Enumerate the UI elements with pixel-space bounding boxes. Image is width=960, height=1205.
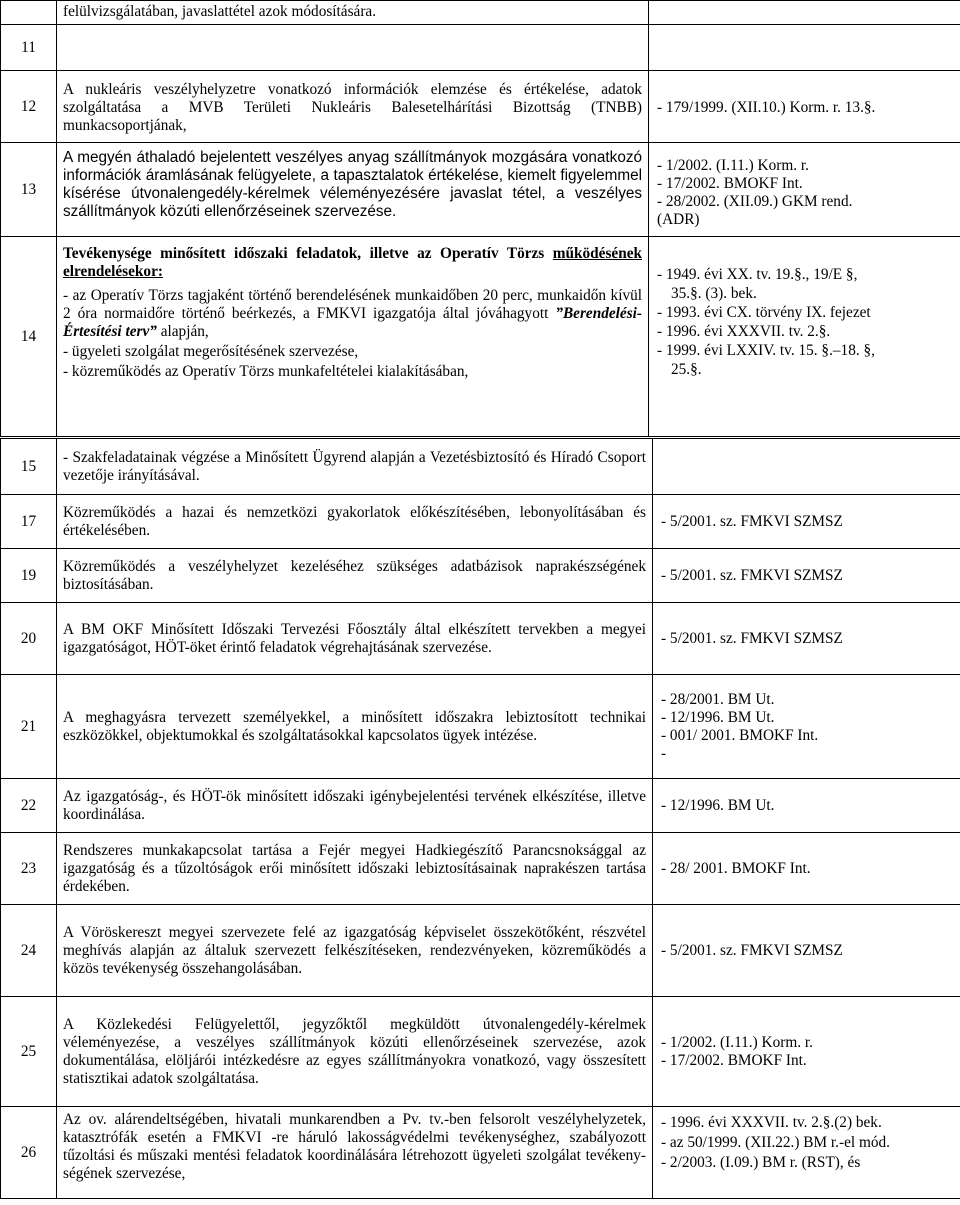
row-number-cell — [1, 439, 57, 495]
reference-line: - 1996. évi XXXVII. tv. 2.§.(2) bek. — [661, 1114, 882, 1131]
row-text: A megyén áthaladó bejelentett veszélyes anyag szállítmányok mozgására vonatkozó információk áramlásának felügyelete, a tapasztalatok értékelése, kiemelt figyelemmel kísérése útvonalengedély-kérelmek véleményezésére javaslat tétel, a veszélyes szállítmányok közúti ellenőrzéseinek szervezése. — [63, 149, 642, 220]
table-row — [1, 833, 960, 905]
reference-line: - 2/2003. (I.09.) BM r. (RST), és — [661, 1154, 861, 1171]
row-text-cell — [57, 237, 649, 437]
reference-line: - 1/2002. (I.11.) Korm. r. — [657, 157, 809, 174]
reference-line: - 1993. évi CX. törvény IX. fejezet — [657, 304, 871, 321]
table-row — [1, 905, 960, 997]
row-text-cell — [57, 779, 653, 833]
row-number: 19 — [20, 566, 37, 584]
table-row — [1, 25, 960, 71]
reference-line: - 17/2002. BMOKF Int. — [657, 175, 803, 192]
row-ref-cell — [649, 143, 960, 237]
row-number: 15 — [20, 457, 37, 475]
row-text-cell — [57, 1, 649, 25]
table-row — [1, 71, 960, 143]
row-number: 17 — [20, 512, 37, 530]
row-text: A Vöröskereszt megyei szervezete felé az igazgatóság képviselet összekötőként, részvétel meghívás alapján az általuk szervezett felkészítéseken, rendezvényeken, közreműködés a közös tevékenység összehangolásában. — [63, 923, 646, 977]
table-row — [1, 779, 960, 833]
row-ref-cell — [649, 71, 960, 143]
list-item-text: - az Operatív Törzs tagjaként történő berendelésének munkaidőben 20 perc, munkaidőn kívül 2 óra normaidőre történő beérkezés, a FMKVI igazgatója által jóváhagyott — [63, 287, 642, 322]
row-number: 14 — [20, 327, 37, 345]
row-number-cell — [1, 675, 57, 779]
row-number: 22 — [20, 796, 37, 814]
reference-line: - 28/2002. (XII.09.) GKM rend. — [657, 193, 853, 210]
top-table — [0, 0, 960, 437]
row-ref-cell — [649, 25, 960, 71]
row-ref-cell — [653, 549, 960, 603]
row-number-cell — [1, 905, 57, 997]
table-row — [1, 549, 960, 603]
row-text-cell — [57, 603, 653, 675]
row-text-cell — [57, 549, 653, 603]
list-item-text: alapján, — [156, 323, 209, 340]
row-text-cell — [57, 833, 653, 905]
reference-line: - — [661, 744, 667, 762]
reference-line: - 5/2001. sz. FMKVI SZMSZ — [661, 566, 843, 584]
row-text-cell — [57, 495, 653, 549]
row-text: A Közlekedési Felügyelettől, jegyzőktől megküldött útvonalengedély-kérelmek véleményezése, a veszélyes szállítmányok közúti ellenőrzéseinek szervezése, azok dokumentálása, elöljárói intézkedésre az egyes szállítmányokra vonatkozó, vagy összesített statisztikai adatok szolgáltatása. — [63, 1015, 646, 1087]
row-number-cell — [1, 779, 57, 833]
row-number-cell — [1, 833, 57, 905]
row-text-cell — [57, 25, 649, 71]
row-ref-cell — [653, 833, 960, 905]
row-text-cell — [57, 675, 653, 779]
row-number-cell — [1, 1, 57, 25]
reference-line: - 1949. évi XX. tv. 19.§., 19/E §, — [657, 266, 858, 283]
row-ref-cell — [653, 1107, 960, 1199]
list-item — [63, 287, 642, 341]
reference-line: - 1/2002. (I.11.) Korm. r. — [661, 1033, 813, 1051]
heading-underlined-text: működésének elrendelésekor: — [63, 245, 642, 280]
row-ref-cell — [653, 997, 960, 1107]
reference-line: - 12/1996. BM Ut. — [661, 708, 775, 726]
row-text: felülvizsgálatában, javaslattétel azok módosítására. — [63, 3, 377, 20]
list-item: - ügyeleti szolgálat megerősítésének szervezése, — [63, 343, 359, 360]
row-ref-cell — [653, 439, 960, 495]
row-number: 11 — [21, 38, 36, 56]
plan-name: ”Berendelési-Értesítési terv” — [63, 305, 642, 340]
table-row — [1, 439, 960, 495]
row-number: 21 — [20, 717, 37, 735]
row-number: 20 — [20, 629, 37, 647]
table-row — [1, 1107, 960, 1199]
row-number: 26 — [20, 1143, 37, 1161]
row-number: 23 — [20, 859, 37, 877]
row-text: - Szakfeladatainak végzése a Minősített Ügyrend alapján a Vezetésbiztosító és Híradó Csoport vezetője irányításával. — [63, 448, 646, 484]
reference-line: - 1996. évi XXXVII. tv. 2.§. — [657, 323, 831, 340]
table-row — [1, 1, 960, 25]
row-ref-cell — [653, 675, 960, 779]
heading-text: Tevékenysége minősített időszaki feladatok, illetve az Operatív Törzs — [63, 245, 545, 262]
row-number: 25 — [20, 1042, 37, 1060]
row-number-cell — [1, 603, 57, 675]
row-number-cell — [1, 495, 57, 549]
reference-line: - 5/2001. sz. FMKVI SZMSZ — [661, 512, 843, 530]
reference-line: - 12/1996. BM Ut. — [661, 796, 775, 814]
reference-line: 35.§. (3). bek. — [671, 285, 757, 302]
row-ref-cell — [649, 1, 960, 25]
list-item: - közreműködés az Operatív Törzs munkafeltételei kialakításában, — [63, 363, 469, 380]
row-text: Közreműködés a hazai és nemzetközi gyakorlatok előkészítésében, lebonyolításában és értékelésében. — [63, 503, 646, 539]
row-number: 13 — [20, 180, 37, 198]
row-ref-cell — [653, 495, 960, 549]
reference-line: - 17/2002. BMOKF Int. — [661, 1051, 807, 1069]
row-number-cell — [1, 997, 57, 1107]
table-row — [1, 237, 960, 437]
row-text: A meghagyásra tervezett személyekkel, a minősített időszakra lebiztosított technikai eszközökkel, objektumokkal és szolgáltatásokkal kapcsolatos ügyek intézése. — [63, 708, 646, 744]
row-number-cell — [1, 549, 57, 603]
table-row — [1, 143, 960, 237]
row-text-cell — [57, 905, 653, 997]
row-number-cell — [1, 143, 57, 237]
row-text: Az ov. alárendeltségében, hivatali munkarendben a Pv. tv.-ben felsorolt veszélyhelyzetek, katasztrófák esetén a FMKVI -re háruló lakosságvédelmi tevékenységhez, szabályozott tűzoltási és műszaki mentési feladatok koordinálására létrehozott ügyeleti szolgálat tevékeny-ségének szervezése, — [63, 1111, 646, 1182]
row-number-cell — [1, 1107, 57, 1199]
row-number: 12 — [20, 97, 37, 115]
row-text: A BM OKF Minősített Időszaki Tervezési Főosztály által elkészített tervekben a megyei igazgatóságot, HÖT-öket érintő feladatok végrehajtásának szervezése. — [63, 620, 646, 656]
bottom-table — [0, 438, 960, 1199]
row-ref-cell — [653, 905, 960, 997]
reference-line: - 5/2001. sz. FMKVI SZMSZ — [661, 629, 843, 647]
row-text: Az igazgatóság-, és HÖT-ök minősített időszaki igénybejelentési tervének elkészítése, illetve koordinálása. — [63, 787, 646, 823]
row-number-cell — [1, 25, 57, 71]
row-text-cell — [57, 439, 653, 495]
row-text-cell — [57, 1107, 653, 1199]
reference-line: - 5/2001. sz. FMKVI SZMSZ — [661, 941, 843, 959]
row-text: Rendszeres munkakapcsolat tartása a Fejér megyei Hadkiegészítő Parancsnoksággal az igazgatóság és a tűzoltóságok erői minősített időszaki lebiztosításainak naprakészen tartása érdekében. — [63, 841, 646, 895]
reference-line: - az 50/1999. (XII.22.) BM r.-el mód. — [661, 1134, 890, 1151]
table-row — [1, 603, 960, 675]
row-text-cell — [57, 997, 653, 1107]
row-text: Közreműködés a veszélyhelyzet kezeléséhez szükséges adatbázisok naprakészségének biztosításában. — [63, 557, 646, 593]
table-row — [1, 495, 960, 549]
row-text-cell — [57, 143, 649, 237]
row-text: A nukleáris veszélyhelyzetre vonatkozó információk elemzése és értékelése, adatok szolgáltatása a MVB Területi Nukleáris Balesetelhárítási Bizottság (TNBB) munkacsoportjának, — [63, 81, 642, 134]
reference-line: (ADR) — [657, 211, 700, 228]
reference-line: - 001/ 2001. BMOKF Int. — [661, 726, 819, 744]
row-ref-cell — [653, 779, 960, 833]
row-number: 24 — [20, 941, 37, 959]
reference-line: - 28/ 2001. BMOKF Int. — [661, 859, 811, 877]
table-row — [1, 675, 960, 779]
reference-line: - 28/2001. BM Ut. — [661, 690, 775, 708]
reference-line: 25.§. — [671, 361, 702, 378]
reference-line: - 179/1999. (XII.10.) Korm. r. 13.§. — [657, 99, 876, 116]
section-heading — [63, 245, 642, 281]
row-ref-cell — [653, 603, 960, 675]
reference-line: - 1999. évi LXXIV. tv. 15. §.–18. §, — [657, 342, 875, 359]
table-row — [1, 997, 960, 1107]
row-number-cell — [1, 71, 57, 143]
row-text-cell — [57, 71, 649, 143]
row-number-cell — [1, 237, 57, 437]
row-ref-cell — [649, 237, 960, 437]
